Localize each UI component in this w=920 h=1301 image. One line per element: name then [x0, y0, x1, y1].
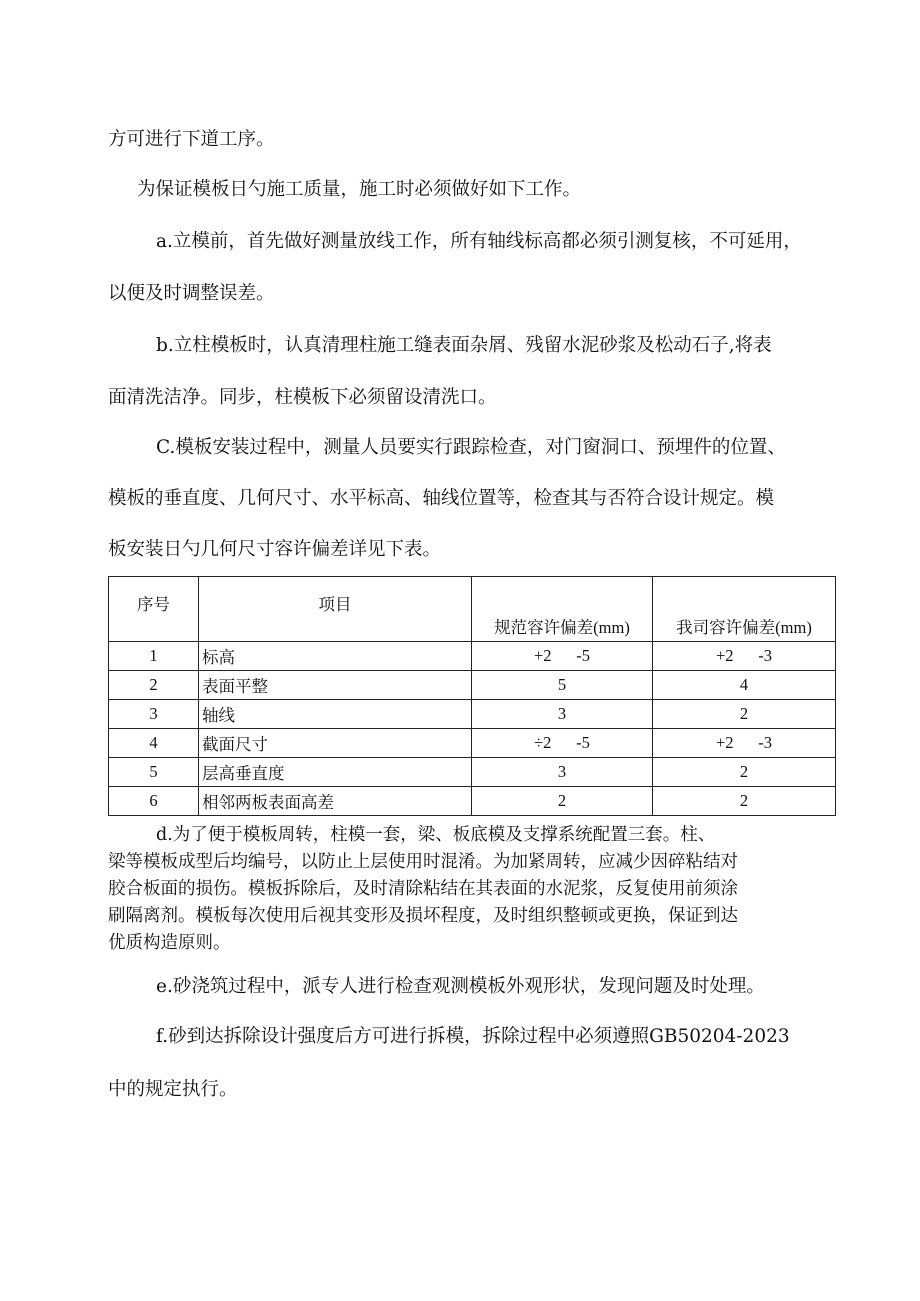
table-header-row — [109, 577, 836, 642]
table-row — [109, 642, 836, 671]
paragraph-e-line1: e.砂浇筑过程中，派专人进行检查观测模板外观形状，发现问题及时处理。 — [156, 976, 765, 997]
cell-spec: 3 — [472, 758, 653, 787]
cell-item: 截面尺寸 — [199, 729, 472, 758]
header-our-tolerance: 我司容许偏差(mm) — [653, 577, 836, 642]
paragraph-f-line2: 中的规定执行。 — [108, 1079, 238, 1100]
header-item: 项目 — [199, 577, 472, 642]
cell-ours: 2 — [653, 787, 836, 816]
cell-ours: +2 -3 — [653, 729, 836, 758]
paragraph-d-line5: 优质构造原则。 — [108, 933, 231, 953]
paragraph-intro: 为保证模板日勺施工质量，施工时必须做好如下工作。 — [137, 179, 582, 200]
cell-ours: +2 -3 — [653, 642, 836, 671]
paragraph-a-line1: a.立模前，首先做好测量放线工作，所有轴线标高都必须引测复核，不可延用， — [156, 231, 802, 252]
cell-item: 相邻两板表面高差 — [199, 787, 472, 816]
cell-spec: 5 — [472, 671, 653, 700]
cell-ours: 2 — [653, 758, 836, 787]
cell-no: 6 — [109, 787, 199, 816]
header-no: 序号 — [109, 577, 199, 642]
cell-item: 轴线 — [199, 700, 472, 729]
cell-spec: ÷2 -5 — [472, 729, 653, 758]
cell-item: 层高垂直度 — [199, 758, 472, 787]
cell-ours: 2 — [653, 700, 836, 729]
paragraph-d-line4: 刷隔离剂。模板每次使用后视其变形及损坏程度，及时组织整顿或更换，保证到达 — [108, 906, 738, 926]
paragraph-d-line3: 胶合板面的损伤。模板拆除后，及时清除粘结在其表面的水泥浆，反复使用前须涂 — [108, 879, 738, 899]
paragraph-f-line1: f.砂到达拆除设计强度后方可进行拆模，拆除过程中必须遵照GB50204-2023 — [156, 1026, 790, 1047]
cell-no: 3 — [109, 700, 199, 729]
cell-no: 4 — [109, 729, 199, 758]
paragraph-c-line2: 模板的垂直度、几何尺寸、水平标高、轴线位置等，检查其与否符合设计规定。模 — [108, 488, 775, 509]
paragraph-c-line3: 板安装日勺几何尺寸容许偏差详见下表。 — [108, 539, 442, 560]
cell-item: 标高 — [199, 642, 472, 671]
cell-ours: 4 — [653, 671, 836, 700]
paragraph-continuation: 方可进行下道工序。 — [108, 129, 275, 150]
table-row — [109, 700, 836, 729]
cell-no: 1 — [109, 642, 199, 671]
cell-spec: 3 — [472, 700, 653, 729]
paragraph-b-line1: b.立柱模板时，认真清理柱施工缝表面杂屑、残留水泥砂浆及松动石子,将表 — [156, 335, 772, 356]
paragraph-b-line2: 面清洗洁净。同步，柱模板下必须留设清洗口。 — [108, 387, 497, 408]
table-row — [109, 671, 836, 700]
header-spec-tolerance: 规范容许偏差(mm) — [472, 577, 653, 642]
table-row — [109, 787, 836, 816]
table-row — [109, 758, 836, 787]
paragraph-d-line1: d.为了便于模板周转，柱模一套，梁、板底模及支撑系统配置三套。柱、 — [156, 825, 716, 845]
cell-no: 2 — [109, 671, 199, 700]
paragraph-c-line1: C.模板安装过程中，测量人员要实行跟踪检查，对门窗洞口、预埋件的位置、 — [156, 437, 786, 458]
cell-no: 5 — [109, 758, 199, 787]
cell-spec: 2 — [472, 787, 653, 816]
table-row — [109, 729, 836, 758]
paragraph-d-line2: 梁等模板成型后均编号，以防止上层使用时混淆。为加紧周转，应减少因碎粘结对 — [108, 852, 738, 872]
cell-item: 表面平整 — [199, 671, 472, 700]
tolerance-table — [108, 576, 836, 816]
paragraph-a-line2: 以便及时调整误差。 — [108, 283, 275, 304]
cell-spec: +2 -5 — [472, 642, 653, 671]
